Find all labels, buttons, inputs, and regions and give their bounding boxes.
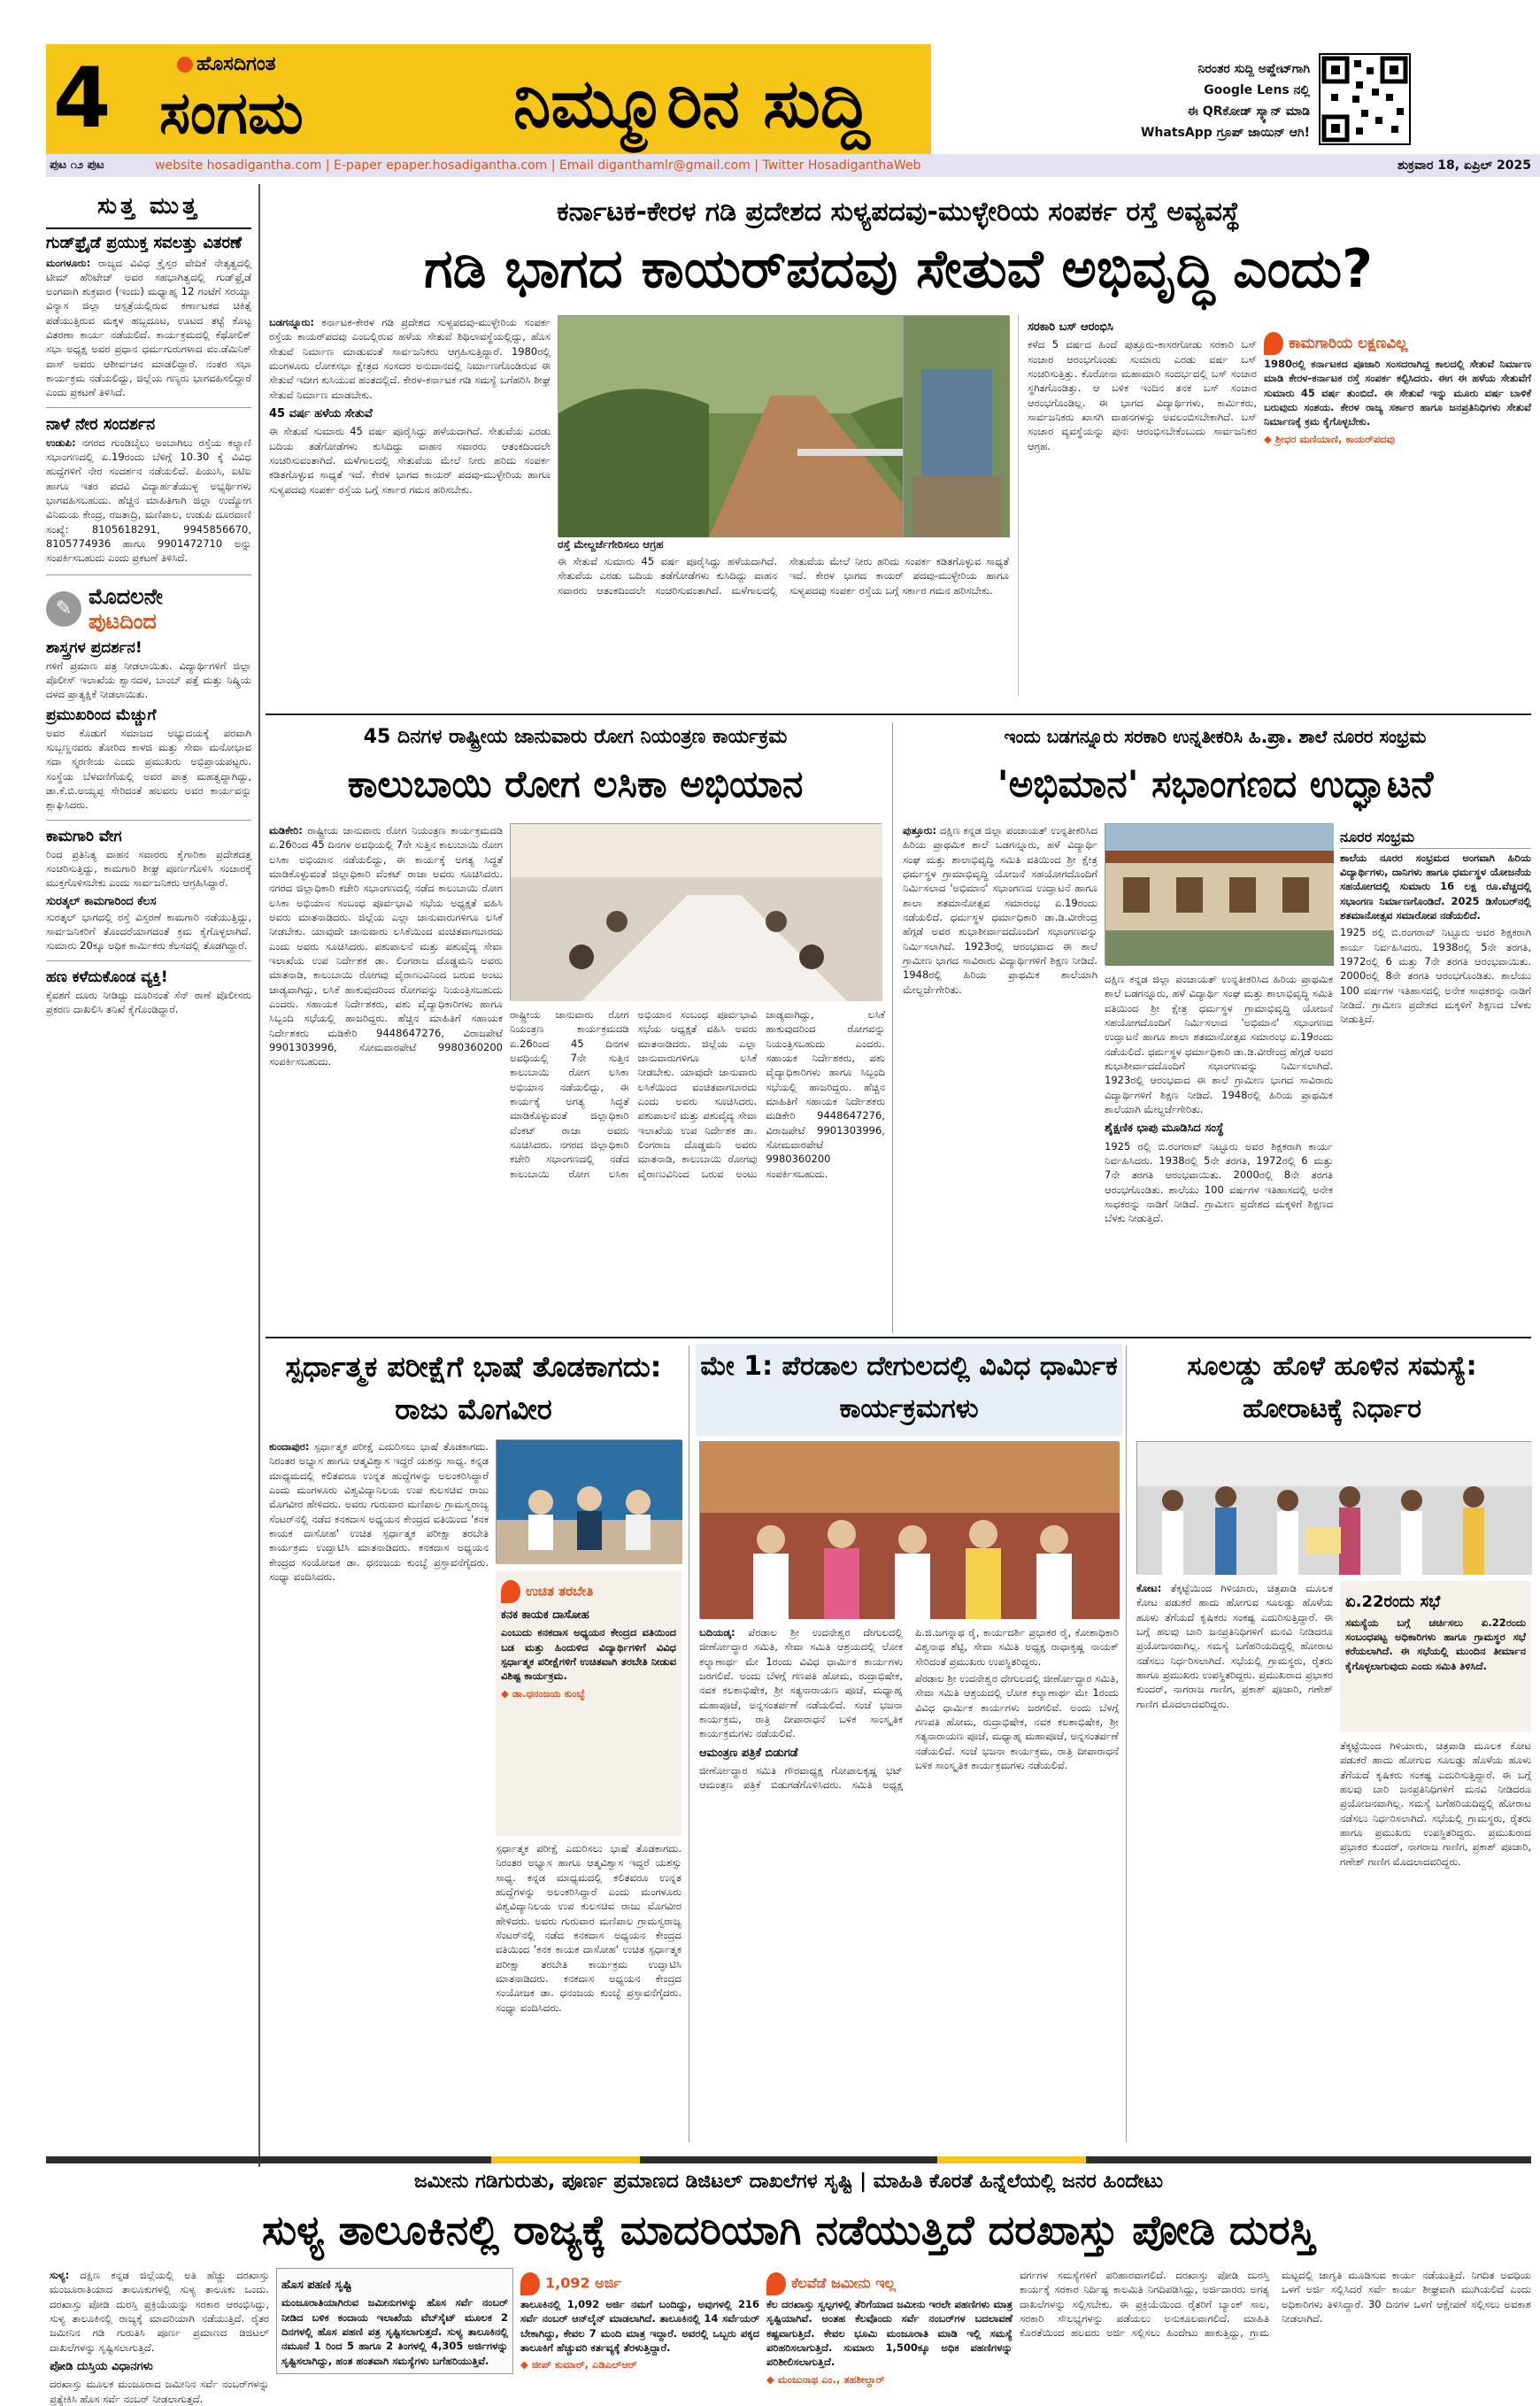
school-hall-photo: [1105, 823, 1333, 965]
sidebar-story-body: ರಿಂದ ಪ್ರತಿನಿತ್ಯ ವಾಹನ ಸವಾರರು ಕೈಗಾರಿಕಾ ಪ್ರದೇಶದತ್ತ ಸಂಚರಿಸುತ್ತಿದ್ದು, ಕಾಮಗಾರಿ ಶೀಘ್ರ ಪೂರ್ಣಗೊಳಿಸಿ ಸಂಚಾರಕ್ಕೆ ಮುಕ್ತಗೊಳಿಸಬೇಕು ಎಂದು ಸಾರ್ವಜನಿಕರು ಆಗ್ರಹಿಸಿದ್ದಾರೆ.: [46, 847, 251, 890]
sidebar-story-body: ಸುರತ್ಕಲ್ ಭಾಗದಲ್ಲಿ ರಸ್ತೆ ವಿಸ್ತರಣೆ ಕಾಮಗಾರಿ ನಡೆಯುತ್ತಿದ್ದು, ಸಾರ್ವಜನಿಕರಿಗೆ ತೊಂದರೆಯಾಗದಂತೆ ಕ್ರಮ ಕೈಗೊಳ್ಳಲಾಗಿದೆ. ಸುಮಾರು 20ಕ್ಕೂ ಅಧಿಕ ಕಾರ್ಮಿಕರು ಕೆಲಸದಲ್ಲಿ ತೊಡಗಿದ್ದಾರೆ.: [46, 910, 251, 952]
exam-headline: ಸ್ಪರ್ಧಾತ್ಮಕ ಪರೀಕ್ಷೆಗೆ ಭಾಷೆ ತೊಡಕಾಗದು: ರಾಜು ಮೊಗವೀರ: [285, 1350, 662, 1426]
vaccine-meeting-photo: [510, 823, 882, 1000]
water-body-continued: ತೆಕ್ಕಟ್ಟೆಯಿಂದ ಗಿಳಿಯಾರು, ಚಿತ್ರಪಾಡಿ ಮೂಲಕ ಕೋಟ ಪಡುಕರೆ ಹಾದು ಹೋಗುವ ಸೂಲಡ್ಡು ಹೊಳೆಯ ಹೂಳು ತೆಗೆಯದೆ ಕೃಷಿಕರು ಸಂಕಷ್ಟ ಎದುರಿಸುತ್ತಿದ್ದಾರೆ. ಈ ಬಗ್ಗೆ ಹಲವು ಬಾರಿ ಜನಪ್ರತಿನಿಧಿಗಳಿಗೆ ಮನವಿ ನೀಡಿದರೂ ಪ್ರಯೋಜನವಾಗಿಲ್ಲ. ಸಮಸ್ಯೆ ಬಗೆಹರಿಯದಿದ್ದಲ್ಲಿ ಹೋರಾಟ ನಡೆಸಲು ನಿರ್ಧರಿಸಲಾಗಿದೆ. ಸಭೆಯಲ್ಲಿ ಗ್ರಾಮಸ್ಥರು, ರೈತರು ಹಾಗೂ ಪ್ರಮುಖರು ಉಪಸ್ಥಿತರಿದ್ದರು. ಪ್ರಮುಖರಾದ ಪ್ರಭಾಕರ ಕುಂದರ್, ನಾಗರಾಜ ಗಾಣಿಗ, ಪ್ರಕಾಶ್ ಪೂಜಾರಿ, ಗಣೇಶ್ ಗಾಣಿಗ ಮೊದಲಾದವರಿದ್ದರು.: [1340, 1739, 1531, 1868]
applications-title: 1,092 ಅರ್ಜಿ: [520, 2272, 759, 2295]
water-headline: ಸೂಲಡ್ಡು ಹೊಳೆ ಹೂಳಿನ ಸಮಸ್ಯೆ: ಹೋರಾಟಕ್ಕೆ ನಿರ್ಧಾರ: [1187, 1351, 1477, 1424]
temple-headline: ಮೇ 1: ಪೆರಡಾಲ ದೇಗುಲದಲ್ಲಿ ವಿವಿಧ ಧಾರ್ಮಿಕ ಕಾರ್ಯಕ್ರಮಗಳು: [700, 1351, 1118, 1424]
vaccine-headline: ಕಾಲುಬಾಯಿ ರೋಗ ಲಸಿಕಾ ಅಭಿಯಾನ: [347, 762, 804, 806]
brand-logo-dot: [177, 57, 193, 73]
vertical-divider: [892, 722, 893, 1333]
no-land-byline: ಮಂಜುನಾಥ ಎಂ., ತಹಶೀಲ್ದಾರ್: [777, 2372, 885, 2386]
first-page-banner: [46, 584, 251, 634]
exam-body-continued: ಸ್ಪರ್ಧಾತ್ಮಕ ಪರೀಕ್ಷೆ ಎದುರಿಸಲು ಭಾಷೆ ತೊಡಕಾಗದು. ನಿರಂತರ ಅಭ್ಯಾಸ ಹಾಗೂ ಆತ್ಮವಿಶ್ವಾಸ ಇದ್ದರೆ ಯಶಸ್ಸು ಸಾಧ್ಯ. ಕನ್ನಡ ಮಾಧ್ಯಮದಲ್ಲಿ ಕಲಿತವರೂ ಉನ್ನತ ಹುದ್ದೆಗಳನ್ನು ಅಲಂಕರಿಸಿದ್ದಾರೆ ಎಂದು ಮಂಗಳೂರು ವಿಶ್ವವಿದ್ಯಾನಿಲಯ ಉಪ ಕುಲಸಚಿವ ರಾಜು ಮೊಗವೀರ ಹೇಳಿದರು. ಅವರು ಗುರುವಾರ ಮಣಿಪಾಲ ಗ್ರಾಮಸ್ವರಾಜ್ಯ ಸೆಂಟರ್‌ನಲ್ಲಿ ನಡೆದ ಕನಕದಾಸ ಅಧ್ಯಯನ ಕೇಂದ್ರದ ವತಿಯಿಂದ 'ಕನಕ ಕಾಯಕ ದಾಸೋಹ' ಉಚಿತ ಸ್ಪರ್ಧಾತ್ಮಕ ಪರೀಕ್ಷಾ ತರಬೇತಿ ಕಾರ್ಯಕ್ರಮ ಉದ್ಘಾಟಿಸಿ ಮಾತನಾಡಿದರು. ಕನಕದಾಸ ಅಧ್ಯಯನ ಕೇಂದ್ರದ ಸಂಯೋಜಕ ಡಾ. ಧನಂಜಯ ಕುಂಬ್ಳೆ ಪ್ರಸ್ತಾವನೆಗೈದರು. ಸಂಧ್ಯಾ ವಂದಿಸಿದರು.: [496, 1842, 681, 2014]
hall-subhead: ಶೈಕ್ಷಣಿಕ ಛಾಪು ಮೂಡಿಸಿದ ಸಂಸ್ಥೆ: [1105, 1122, 1224, 1136]
vaccine-body-intro: ಮಡಿಕೇರಿ: ರಾಷ್ಟ್ರೀಯ ಜಾನುವಾರು ರೋಗ ನಿಯಂತ್ರಣ ಕಾರ್ಯಕ್ರಮದಡಿ ಏ.26ರಿಂದ 45 ದಿನಗಳ ಅವಧಿಯಲ್ಲಿ 7ನೇ ಸುತ್ತಿನ ಕಾಲುಬಾಯಿ ರೋಗ ಲಸಿಕಾ ಅಭಿಯಾನ ನಡೆಯಲಿದ್ದು, ಈ ಕಾರ್ಯಕ್ಕೆ ಅಗತ್ಯ ಸಿದ್ಧತೆ ಮಾಡಿಕೊಳ್ಳುವಂತೆ ಜಿಲ್ಲಾಧಿಕಾರಿ ವೆಂಕಟ್ ರಾಜಾ ಅವರು ಸೂಚಿಸಿದರು. ನಗರದ ಜಿಲ್ಲಾಧಿಕಾರಿ ಕಚೇರಿ ಸಭಾಂಗಣದಲ್ಲಿ ನಡೆದ ಕಾಲುಬಾಯಿ ರೋಗ ಲಸಿಕಾ ಅಭಿಯಾನ ಸಂಬಂಧ ಪೂರ್ವಭಾವಿ ಸಭೆಯ ಅಧ್ಯಕ್ಷತೆ ವಹಿಸಿ ಅವರು ಮಾತನಾಡಿದರು. ಜಿಲ್ಲೆಯ ಎಲ್ಲಾ ಜಾನುವಾರುಗಳಿಗೂ ಲಸಿಕೆ ನೀಡಬೇಕು. ಯಾವುದೇ ಜಾನುವಾರು ಲಸಿಕೆಯಿಂದ ವಂಚಿತವಾಗಬಾರದು ಎಂದು ಅವರು ಸೂಚಿಸಿದರು. ಪಶುಪಾಲನೆ ಮತ್ತು ಪಶುವೈದ್ಯ ಸೇವಾ ಇಲಾಖೆಯ ಉಪ ನಿರ್ದೇಶಕ ಡಾ. ಲಿಂಗರಾಜ ದೊಡ್ಡಮನಿ ಅವರು ಮಾತನಾಡಿ, ಕಾಲುಬಾಯಿ ರೋಗವು ವೈರಾಣುವಿನಿಂದ ಬರುವ ಅಂಟು ಜಾಡ್ಯವಾಗಿದ್ದು, ಲಸಿಕೆ ಹಾಕುವುದರಿಂದ ರೋಗವನ್ನು ನಿಯಂತ್ರಿಸಬಹುದು ಎಂದರು. ಸಹಾಯಕ ನಿರ್ದೇಶಕರು, ಪಶು ವೈದ್ಯಾಧಿಕಾರಿಗಳು ಹಾಗೂ ಸಿಬ್ಬಂದಿ ಸಭೆಯಲ್ಲಿ ಹಾಜರಿದ್ದರು. ಹೆಚ್ಚಿನ ಮಾಹಿತಿಗೆ ಸಹಾಯಕ ನಿರ್ದೇಶಕರು ಮಡಿಕೇರಿ 9448647276, ವಿರಾಜಪೇಟೆ 9901303996, ಸೋಮವಾರಪೇಟೆ 9980360200 ಸಂಪರ್ಕಿಸಬಹುದು.: [269, 824, 504, 1068]
no-land-box: ಕೆಲವೆಡೆ ಜಮೀನು ಇಲ್ಲ ಕೆಲ ದರಖಾಸ್ತು ಸ್ವಲ್ಪಗಳಲ್ಲಿ ತೆರಿಗೆಯಾದ ಜಮೀನು ಇರಲೇ ಪಹಣಿಗಳು ಮಾತ್ರ ಸೃಷ್ಟಿಯಾಗಿವೆ. ಅಂತಹ ಕೆಲವೊಂದು ಸರ್ವೆ ನಂಬರ್‌ಗಳ ಬದಲಾವಣೆ ಕಷ್ಟವಾಗುತ್ತಿದೆ. ಕೇವಲ ಭೂಮಿ ಮಂಜೂರಾತಿ ಮಾಡಿ ಇಲ್ಲಿ ಸಮಸ್ಯೆ ಪರಿಹರಿಸಲಾಗುತ್ತಿದೆ. ಸುಮಾರು 1,500ಕ್ಕೂ ಅಧಿಕ ಪಹಣಿಗಳನ್ನು ಪರಿಶೀಲಿಸಲಾಗುತ್ತಿದೆ. ◆ ಮಂಜುನಾಥ ಎಂ., ತಹಶೀಲ್ದಾರ್: [766, 2268, 1013, 2374]
lead-headline: ಗಡಿ ಭಾಗದ ಕಾಯರ್‌ಪದವು ಸೇತುವೆ ಅಭಿವೃದ್ಧಿ ಎಂದು?: [424, 238, 1373, 300]
promo-line: ಈ QRಕೋಡ್ ಸ್ಕ್ಯಾನ್ ಮಾಡಿ: [1187, 104, 1310, 119]
twitter-link[interactable]: Twitter HosadiganthaWeb: [762, 158, 921, 173]
drop-icon: [1264, 332, 1283, 355]
sidebar-story-title: ಪ್ರಮುಖರಿಂದ ಮೆಚ್ಚುಗೆ: [46, 706, 157, 724]
bottom-subhead: ಪೋಡಿ ದುಸ್ತಿಯ ವಿಧಾನಗಳು: [50, 2359, 153, 2373]
lead-sidebar-byline: ◆ ಶ್ರೀಧರ ಮಣಿಯಾಣಿ, ಕಾಯರ್‌ಪದವು: [1264, 432, 1395, 445]
sidebar-story-body: ಮಂಗಳೂರು: ರಾಜ್ಯದ ವಿವಿಧ ಕ್ರೈಸ್ತರ ವೇದಿಕೆ ನೇತೃತ್ವದಲ್ಲಿ ಟೀಮ್ ಹೆರಿಟೇಜ್ ಅವರ ಸಹಭಾಗಿತ್ವದಲ್ಲಿ ಗುಡ್‌ಫ್ರೈಡೆ ಅಂಗವಾಗಿ ಶುಕ್ರವಾರ (ಇಂದು) ಮಧ್ಯಾಹ್ನ 12 ಗಂಟೆಗೆ ಸರಯ್ಯಾ ವಿನ್ಯಾಸ ಜಿಲ್ಲಾ ಆಸ್ಪತ್ರೆಯಲ್ಲಿರುವ ಕರ್ಣಾಟಕದ ಚಿಕಿತ್ಸೆ ಪಡೆಯುತ್ತಿರುವ ಮಕ್ಕಳ ಹಬ್ಬದೂಟ, ಊಟದ ತಟ್ಟೆ ಕೊಟ್ಟ ವಿತರಣಾ ಕಾರ್ಯ ನಡೆಯಲಿದೆ. ಕಾರ್ಯಕ್ರಮದಲ್ಲಿ ಕೆಥೋಲಿಕ್ ಸಭಾ ಅಧ್ಯಕ್ಷ ಅವರ ಪ್ರಧಾನ ಧರ್ಮಗುರುಗಳಾದ ವಂ.ಡೆಮಿನಿಕ್ ವಾಸ್ ಅವರು ಆಶೀರ್ವಚನ ಮಾಡಲಿದ್ದಾರೆ. ನಂತರ ಸಭಾ ಕಾರ್ಯಕ್ರಮ ನಡೆಯಲಿದ್ದು, ಜಿಲ್ಲೆಯ ಗಣ್ಯರು ಭಾಗವಹಿಸಲಿದ್ದಾರೆ ಎಂದು ಪ್ರಕಟಣೆ ತಿಳಿಸಿದೆ.: [46, 256, 251, 399]
masthead-title: ನಿಮ್ಮೂರಿನ ಸುದ್ದಿ: [513, 64, 870, 143]
exam-box-byline: ಡಾ.ಧನಂಜಯ ಕುಂಬ್ಳೆ: [512, 1686, 585, 1700]
sidebar-story-body: ಅವರ ಕೊಡುಗೆ ಸಮಾಜದ ಅಭ್ಯುದಯಕ್ಕೆ ಪರವಾಗಿ ಸುಬ್ಬಣ್ಣನವರು ತೋರಿದ ಕಾಳಜಿ ಮತ್ತು ಸೇವಾ ಮನೋಭಾವ ಸದಾ ಸ್ಮರಣೀಯ ಎಂದು ಪ್ರಮುಖರು ಅಭಿಪ್ರಾಯಪಟ್ಟರು. ಸಂಸ್ಥೆಯ ಬೆಳವಣಿಗೆಯಲ್ಲಿ ಅವರ ಪಾತ್ರ ಮಹತ್ವದ್ದಾಗಿದ್ದು, ಡಾ.ಕೆ.ಬಿ.ಅಯ್ಯಪ್ಪ ಸೇರಿದಂತೆ ಹಲವರು ಅವರ ಕಾರ್ಯವನ್ನು ಶ್ಲಾಘಿಸಿದರು.: [46, 726, 251, 812]
sidebar-section-title: ಸುತ್ತ ಮುತ್ತ: [46, 184, 251, 229]
sidebar-story-body: ಉಡುಪಿ: ನಗರದ ಗುಂಡಿಬೈಲು ಅಂಬಾಗಿಲು ರಸ್ತೆಯ ಕಲ್ಯಾಣಿ ಸಭಾಂಗಣದಲ್ಲಿ ಏ.19ರಂದು ಬೆಳಿಗ್ಗೆ 10.30 ಕ್ಕೆ ವಿವಿಧ ಹುದ್ದೆಗಳಿಗೆ ನೇರ ಸಂದರ್ಶನ ನಡೆಯಲಿದೆ. ಪಿಯುಸಿ, ಐಟಿಐ ಹಾಗೂ ಇತರ ಪದವಿ ವಿದ್ಯಾರ್ಹತೆಯುಳ್ಳ ಅಭ್ಯರ್ಥಿಗಳು ಭಾಗವಹಿಸಬಹುದು. ಹೆಚ್ಚಿನ ಮಾಹಿತಿಗಾಗಿ ಜಿಲ್ಲಾ ಉದ್ಯೋಗ ವಿನಿಮಯ ಕೇಂದ್ರ, ರಜತಾದ್ರಿ, ಮಣಿಪಾಲ, ಉಡುಪಿ ದೂರವಾಣಿ ಸಂಖ್ಯೆ: 8105618291, 9945856670, 8105774936 ಹಾಗೂ 9901472710 ಅನ್ನು ಸಂಪರ್ಕಿಸಬಹುದು ಎಂದು ಪ್ರಕಟಣೆ ತಿಳಿಸಿದೆ.: [46, 436, 251, 565]
website-link[interactable]: website hosadigantha.com: [155, 158, 322, 173]
lead-sidebar-title: ಕಾಮಗಾರಿಯ ಲಕ್ಷಣವಿಲ್ಲ: [1264, 332, 1531, 355]
section-divider: [266, 713, 1531, 715]
sidebar: [46, 184, 251, 2158]
hall-body-continued: ದಕ್ಷಿಣ ಕನ್ನಡ ಜಿಲ್ಲಾ ಪಂಚಾಯತ್ ಉನ್ನತೀಕರಿಸಿದ ಹಿರಿಯ ಪ್ರಾಥಮಿಕ ಶಾಲೆ ಬಡಗನ್ನೂರು, ಹಳೆ ವಿದ್ಯಾರ್ಥಿ ಸಂಘ ಮತ್ತು ಶಾಲಾಭಿವೃದ್ಧಿ ಸಮಿತಿ ವತಿಯಿಂದ ಶ್ರೀ ಕ್ಷೇತ್ರ ಧರ್ಮಸ್ಥಳ ಗ್ರಾಮಾಭಿವೃದ್ಧಿ ಯೋಜನೆ ಸಹಯೋಗದೊಂದಿಗೆ ನಿರ್ಮಿಸಲಾದ 'ಅಭಿಮಾನ' ಸಭಾಂಗಣದ ಉದ್ಘಾಟನೆ ಹಾಗೂ ಶಾಲಾ ಶತಮಾನೋತ್ಸವ ಸಮಾರಂಭ ಏ.19ರಂದು ನಡೆಯಲಿದೆ. ಧರ್ಮಸ್ಥಳ ಧರ್ಮಾಧಿಕಾರಿ ಡಾ.ಡಿ.ವೀರೇಂದ್ರ ಹೆಗ್ಗಡೆ ಅವರ ಶುಭಾಶೀರ್ವಾದದೊಂದಿಗೆ ಸಭಾಂಗಣವನ್ನು ನಿರ್ಮಿಸಲಾಗಿದೆ. 1923ರಲ್ಲಿ ಆರಂಭವಾದ ಈ ಶಾಲೆ ಗ್ರಾಮೀಣ ಭಾಗದ ಸಾವಿರಾರು ವಿದ್ಯಾರ್ಥಿಗಳಿಗೆ ಶಿಕ್ಷಣ ನೀಡಿದೆ. 1948ರಲ್ಲಿ ಹಿರಿಯ ಪ್ರಾಥಮಿಕ ಶಾಲೆಯಾಗಿ ಮೇಲ್ದರ್ಜೆಗೇರಿತು. ಶೈಕ್ಷಣಿಕ ಛಾಪು ಮೂಡಿಸಿದ ಸಂಸ್ಥೆ 1925 ರಲ್ಲಿ ಬಿ.ರಂಗರಾವ್ ನಿಟ್ಟೂರು ಅವರ ಶಿಕ್ಷಕರಾಗಿ ಕಾರ್ಯ ನಿರ್ವಹಿಸಿದರು. 1938ರಲ್ಲಿ 5ನೇ ತರಗತಿ, 1972ರಲ್ಲಿ 6 ಮತ್ತು 7ನೇ ತರಗತಿ ಆರಂಭವಾಯಿತು. 2000ರಲ್ಲಿ 8ನೇ ತರಗತಿ ಆರಂಭಗೊಂಡಿತು. ಶಾಲೆಯು 100 ವರ್ಷಗಳ ಇತಿಹಾಸದಲ್ಲಿ ಅನೇಕ ಸಾಧಕರನ್ನು ನಾಡಿಗೆ ನೀಡಿದೆ. ಗ್ರಾಮೀಣ ಪ್ರದೇಶದ ಮಕ್ಕಳಿಗೆ ಶಿಕ್ಷಣದ ಬೆಳಕು ನೀಡುತ್ತಿದೆ.: [1105, 973, 1333, 1225]
new-pahani-title: ಹೊಸ ಪಹಣಿ ಸೃಷ್ಟಿ: [281, 2279, 352, 2292]
temple-body: ಬದಿಯಡ್ಕ: ಪೆರಡಾಲ ಶ್ರೀ ಉದನೇಶ್ವರ ದೇಗುಲದಲ್ಲಿ ಜೀರ್ಣೋದ್ಧಾರ ಸಮಿತಿ, ಸೇವಾ ಸಮಿತಿ ಆಶ್ರಯದಲ್ಲಿ ಲೋಕ ಕಲ್ಯಾಣಾರ್ಥ ಮೇ 1ರಂದು ವಿವಿಧ ಧಾರ್ಮಿಕ ಕಾರ್ಯಗಳು ಜರಗಲಿವೆ. ಅಂದು ಬೆಳಗ್ಗೆ ಗಣಪತಿ ಹೋಮ, ರುದ್ರಾಭಿಷೇಕ, ನವಕ ಕಲಶಾಭಿಷೇಕ, ಶ್ರೀ ಸತ್ಯನಾರಾಯಣ ಪೂಜೆ, ಮಧ್ಯಾಹ್ನ ಮಹಾಪೂಜೆ, ಅನ್ನಸಂತರ್ಪಣೆ ನಡೆಯಲಿದೆ. ಸಂಜೆ ಭಜನಾ ಕಾರ್ಯಕ್ರಮ, ರಾತ್ರಿ ದೀಪಾರಾಧನೆ ಬಳಿಕ ಸಾಂಸ್ಕೃತಿಕ ಕಾರ್ಯಕ್ರಮಗಳು ನಡೆಯಲಿವೆ. ಆಮಂತ್ರಣ ಪತ್ರಿಕೆ ಬಿಡುಗಡೆ ಜೀರ್ಣೋದ್ಧಾರ ಸಮಿತಿ ಗೌರವಾಧ್ಯಕ್ಷ ಗೋಪಾಲಕೃಷ್ಣ ಭಟ್ ಆಮಂತ್ರಣ ಪತ್ರಿಕೆ ಬಿಡುಗಡೆಗೊಳಿಸಿದರು. ಸಮಿತಿ ಅಧ್ಯಕ್ಷ ಪಿ.ಜಿ.ಜಗನ್ನಾಥ ರೈ, ಕಾರ್ಯದರ್ಶಿ ಪ್ರಭಾಕರ ರೈ, ಕೋಶಾಧಿಕಾರಿ ವಿಶ್ವನಾಥ ಶೆಟ್ಟಿ, ಸೇವಾ ಸಮಿತಿ ಅಧ್ಯಕ್ಷ ರಾಧಾಕೃಷ್ಣ ನಾಯಕ್ ಸೇರಿದಂತೆ ಪ್ರಮುಖರು ಉಪಸ್ಥಿತರಿದ್ದರು. ಪೆರಡಾಲ ಶ್ರೀ ಉದನೇಶ್ವರ ದೇಗುಲದಲ್ಲಿ ಜೀರ್ಣೋದ್ಧಾರ ಸಮಿತಿ, ಸೇವಾ ಸಮಿತಿ ಆಶ್ರಯದಲ್ಲಿ ಲೋಕ ಕಲ್ಯಾಣಾರ್ಥ ಮೇ 1ರಂದು ವಿವಿಧ ಧಾರ್ಮಿಕ ಕಾರ್ಯಗಳು ಜರಗಲಿವೆ. ಅಂದು ಬೆಳಗ್ಗೆ ಗಣಪತಿ ಹೋಮ, ರುದ್ರಾಭಿಷೇಕ, ನವಕ ಕಲಶಾಭಿಷೇಕ, ಶ್ರೀ ಸತ್ಯನಾರಾಯಣ ಪೂಜೆ, ಮಧ್ಯಾಹ್ನ ಮಹಾಪೂಜೆ, ಅನ್ನಸಂತರ್ಪಣೆ ನಡೆಯಲಿದೆ. ಸಂಜೆ ಭಜನಾ ಕಾರ್ಯಕ್ರಮ, ರಾತ್ರಿ ದೀಪಾರಾಧನೆ ಬಳಿಕ ಸಾಂಸ್ಕೃತಿಕ ಕಾರ್ಯಕ್ರಮಗಳು ನಡೆಯಲಿವೆ.: [699, 1626, 1119, 1792]
sidebar-story-title: ಗುಡ್‌ಫ್ರೈಡೆ ಪ್ರಯುಕ್ತ ಸವಲತ್ತು ವಿತರಣೆ: [46, 234, 243, 252]
vaccine-kicker: 45 ದಿನಗಳ ರಾಷ್ಟ್ರೀಯ ಜಾನುವಾರು ರೋಗ ನಿಯಂತ್ರಣ ಕಾರ್ಯಕ್ರಮ: [363, 726, 788, 748]
bottom-kicker: ಜಮೀನು ಗಡಿಗುರುತು, ಪೂರ್ಣ ಪ್ರಮಾಣದ ಡಿಜಿಟಲ್ ದಾಖಲೆಗಳ ಸೃಷ್ಟಿ | ಮಾಹಿತಿ ಕೊರತೆ ಹಿನ್ನೆಲೆಯಲ್ಲಿ ಜನರ ಹಿಂದೇಟು: [413, 2171, 1164, 2193]
applications-byline: ಜೀಪ್ ಕುಮಾರ್, ಎಡಿಎಲ್‌ಆರ್: [531, 2358, 637, 2371]
water-box-title: ಏ.22ರಂದು ಸಭೆ: [1345, 1592, 1441, 1611]
sidebar-story-subtitle: ಸುರತ್ಕಲ್ ಕಾಮಗಾರಿಂದ ಕೆಲಸ: [46, 894, 157, 908]
epaper-link[interactable]: E-paper epaper.hosadigantha.com: [334, 158, 548, 173]
exam-event-photo: [496, 1439, 681, 1563]
promo-line: ನಿರಂತರ ಸುದ್ದಿ ಅಪ್ಡೇಟ್‌ಗಾಗಿ: [1197, 62, 1310, 76]
pages-label: ಪುಟ ೧೨ ಪುಟ: [50, 158, 104, 172]
hall-body: ಪುತ್ತೂರು: ದಕ್ಷಿಣ ಕನ್ನಡ ಜಿಲ್ಲಾ ಪಂಚಾಯತ್ ಉನ್ನತೀಕರಿಸಿದ ಹಿರಿಯ ಪ್ರಾಥಮಿಕ ಶಾಲೆ ಬಡಗನ್ನೂರು, ಹಳೆ ವಿದ್ಯಾರ್ಥಿ ಸಂಘ ಮತ್ತು ಶಾಲಾಭಿವೃದ್ಧಿ ಸಮಿತಿ ವತಿಯಿಂದ ಶ್ರೀ ಕ್ಷೇತ್ರ ಧರ್ಮಸ್ಥಳ ಗ್ರಾಮಾಭಿವೃದ್ಧಿ ಯೋಜನೆ ಸಹಯೋಗದೊಂದಿಗೆ ನಿರ್ಮಿಸಲಾದ 'ಅಭಿಮಾನ' ಸಭಾಂಗಣದ ಉದ್ಘಾಟನೆ ಹಾಗೂ ಶಾಲಾ ಶತಮಾನೋತ್ಸವ ಸಮಾರಂಭ ಏ.19ರಂದು ನಡೆಯಲಿದೆ. ಧರ್ಮಸ್ಥಳ ಧರ್ಮಾಧಿಕಾರಿ ಡಾ.ಡಿ.ವೀರೇಂದ್ರ ಹೆಗ್ಗಡೆ ಅವರ ಶುಭಾಶೀರ್ವಾದದೊಂದಿಗೆ ಸಭಾಂಗಣವನ್ನು ನಿರ್ಮಿಸಲಾಗಿದೆ. 1923ರಲ್ಲಿ ಆರಂಭವಾದ ಈ ಶಾಲೆ ಗ್ರಾಮೀಣ ಭಾಗದ ಸಾವಿರಾರು ವಿದ್ಯಾರ್ಥಿಗಳಿಗೆ ಶಿಕ್ಷಣ ನೀಡಿದೆ. 1948ರಲ್ಲಿ ಹಿರಿಯ ಪ್ರಾಥಮಿಕ ಶಾಲೆಯಾಗಿ ಮೇಲ್ದರ್ಜೆಗೇರಿತು.: [903, 824, 1098, 996]
temple-subhead: ಆಮಂತ್ರಣ ಪತ್ರಿಕೆ ಬಿಡುಗಡೆ: [699, 1746, 798, 1760]
email-link[interactable]: Email diganthamlr@gmail.com: [558, 158, 751, 173]
temple-event-photo: [699, 1441, 1119, 1618]
applications-box: 1,092 ಅರ್ಜಿ ತಾಲೂಕಿನಲ್ಲಿ 1,092 ಅರ್ಜಿ ನಮಗೆ ಬಂದಿದ್ದು, ಅವುಗಳಲ್ಲಿ 216 ಸರ್ವೆ ನಂಬರ್ ಆನ್‌ಲೈನ್ ಮಾಡಲಾಗಿದೆ. ತಾಲೂಕಿನಲ್ಲಿ 14 ಸರ್ವೆಯರ್ ಬೇಕಾಗಿದ್ದು, ಕೇವಲ 7 ಮಂದಿ ಮಾತ್ರ ಇದ್ದಾರೆ. ಅವರಲ್ಲಿ ಒಬ್ಬರು ಪಕ್ಕದ ತಾಲೂಕಿಗೆ ಹೆಚ್ಚುವರಿ ಕರ್ತವ್ಯಕ್ಕೆ ತೆರಳುತ್ತಿದ್ದಾರೆ. ◆ ಜೀಪ್ ಕುಮಾರ್, ಎಡಿಎಲ್‌ಆರ್: [520, 2268, 759, 2374]
sidebar-story-body: ಕೈವಶಗೆ ದೂರು ನೀಡಿದ್ದು ದೂರಿನಂತೆ ಸೆನ್ ಠಾಣೆ ಪೊಲೀಸರು ಪ್ರಕರಣ ದಾಖಲಿಸಿ ತನಿಖೆ ಕೈಗೊಂಡಿದ್ದಾರೆ.: [46, 988, 251, 1015]
vertical-divider: [1126, 1346, 1127, 2142]
drop-icon: [766, 2272, 786, 2295]
water-protest-photo: [1136, 1441, 1531, 1574]
bottom-headline: ಸುಳ್ಯ ತಾಲೂಕಿನಲ್ಲಿ ರಾಜ್ಯಕ್ಕೆ ಮಾದರಿಯಾಗಿ ನಡೆಯುತ್ತಿದೆ ದರಖಾಸ್ತು ಪೋಡಿ ದುರಸ್ತಿ: [262, 2206, 1315, 2254]
photo-caption: ರಸ್ತೆ ಮೇಲ್ದರ್ಜೆಗೇರಿಸಲು ಆಗ್ರಹ: [558, 538, 664, 551]
promo-line: WhatsApp ಗ್ರೂಪ್ ಜಾಯಿನ್ ಆಗಿ!: [1140, 126, 1310, 140]
vaccine-body-cols: ರಾಷ್ಟ್ರೀಯ ಜಾನುವಾರು ರೋಗ ನಿಯಂತ್ರಣ ಕಾರ್ಯಕ್ರಮದಡಿ ಏ.26ರಿಂದ 45 ದಿನಗಳ ಅವಧಿಯಲ್ಲಿ 7ನೇ ಸುತ್ತಿನ ಕಾಲುಬಾಯಿ ರೋಗ ಲಸಿಕಾ ಅಭಿಯಾನ ನಡೆಯಲಿದ್ದು, ಈ ಕಾರ್ಯಕ್ಕೆ ಅಗತ್ಯ ಸಿದ್ಧತೆ ಮಾಡಿಕೊಳ್ಳುವಂತೆ ಜಿಲ್ಲಾಧಿಕಾರಿ ವೆಂಕಟ್ ರಾಜಾ ಅವರು ಸೂಚಿಸಿದರು. ನಗರದ ಜಿಲ್ಲಾಧಿಕಾರಿ ಕಚೇರಿ ಸಭಾಂಗಣದಲ್ಲಿ ನಡೆದ ಕಾಲುಬಾಯಿ ರೋಗ ಲಸಿಕಾ ಅಭಿಯಾನ ಸಂಬಂಧ ಪೂರ್ವಭಾವಿ ಸಭೆಯ ಅಧ್ಯಕ್ಷತೆ ವಹಿಸಿ ಅವರು ಮಾತನಾಡಿದರು. ಜಿಲ್ಲೆಯ ಎಲ್ಲಾ ಜಾನುವಾರುಗಳಿಗೂ ಲಸಿಕೆ ನೀಡಬೇಕು. ಯಾವುದೇ ಜಾನುವಾರು ಲಸಿಕೆಯಿಂದ ವಂಚಿತವಾಗಬಾರದು ಎಂದು ಅವರು ಸೂಚಿಸಿದರು. ಪಶುಪಾಲನೆ ಮತ್ತು ಪಶುವೈದ್ಯ ಸೇವಾ ಇಲಾಖೆಯ ಉಪ ನಿರ್ದೇಶಕ ಡಾ. ಲಿಂಗರಾಜ ದೊಡ್ಡಮನಿ ಅವರು ಮಾತನಾಡಿ, ಕಾಲುಬಾಯಿ ರೋಗವು ವೈರಾಣುವಿನಿಂದ ಬರುವ ಅಂಟು ಜಾಡ್ಯವಾಗಿದ್ದು, ಲಸಿಕೆ ಹಾಕುವುದರಿಂದ ರೋಗವನ್ನು ನಿಯಂತ್ರಿಸಬಹುದು ಎಂದರು. ಸಹಾಯಕ ನಿರ್ದೇಶಕರು, ಪಶು ವೈದ್ಯಾಧಿಕಾರಿಗಳು ಹಾಗೂ ಸಿಬ್ಬಂದಿ ಸಭೆಯಲ್ಲಿ ಹಾಜರಿದ್ದರು. ಹೆಚ್ಚಿನ ಮಾಹಿತಿಗೆ ಸಹಾಯಕ ನಿರ್ದೇಶಕರು ಮಡಿಕೇರಿ 9448647276, ವಿರಾಜಪೇಟೆ 9901303996, ಸೋಮವಾರಪೇಟೆ 9980360200 ಸಂಪರ್ಕಿಸಬಹುದು.: [510, 1008, 885, 1180]
lead-kicker: ಕರ್ನಾಟಕ-ಕೇರಳ ಗಡಿ ಪ್ರದೇಶದ ಸುಳ್ಯಪದವು-ಮುಳ್ಳೇರಿಯ ಸಂಪರ್ಕ ರಸ್ತೆ ಅವ್ಯವಸ್ಥೆ: [557, 197, 1240, 227]
hall-kicker: ಇಂದು ಬಡಗನ್ನೂರು ಸರಕಾರಿ ಉನ್ನತೀಕರಿಸಿ ಹಿ.ಪ್ರಾ. ಶಾಲೆ ನೂರರ ಸಂಭ್ರಮ: [1004, 726, 1427, 747]
bus-story: ಸರಕಾರಿ ಬಸ್ ಆರಂಭಿಸಿ ಕಳೆದ 5 ವರ್ಷದ ಹಿಂದೆ ಪುತ್ತೂರು-ಕಾಸರಗೋಡು ಸರಕಾರಿ ಬಸ್ ಸಂಚಾರ ಆರಂಭಗೊಂಡು ಸುಮಾರು ಎರಡು ವರ್ಷ ಬಸ್ ಸಂಚರಿಸುತ್ತಿತ್ತು. ಕೊರೋನಾ ಮಹಾಮಾರಿ ಸಂದರ್ಭದಲ್ಲಿ ಬಸ್ ಸಂಚಾರ ಸ್ಥಗಿತಗೊಂಡಿತ್ತು. ಆ ಬಳಿಕ ಇಂದಿನ ತನಕ ಬಸ್ ಸಂಚಾರ ಆರಂಭಗೊಂಡಿಲ್ಲ. ಈ ಭಾಗದ ವಿದ್ಯಾರ್ಥಿಗಳು, ಕಾರ್ಮಿಕರು, ಸಾರ್ವಜನಿಕರು ಖಾಸಗಿ ವಾಹನಗಳನ್ನು ಅವಲಂಬಿಸಬೇಕಾಗಿದೆ. ಬಸ್ ಸಂಚಾರ ವ್ಯವಸ್ಥೆಯನ್ನು ಪುನಃ ಆರಂಭಿಸಬೇಕೆಂಬುದು ಸಾರ್ವಜನಿಕರ ಆಗ್ರಹ.: [1018, 315, 1257, 696]
brand-small: ಹೊಸದಿಗಂತ: [196, 53, 276, 75]
header: [0, 0, 1540, 177]
bus-subhead: ಸರಕಾರಿ ಬಸ್ ಆರಂಭಿಸಿ: [1028, 320, 1113, 334]
hall-headline: 'ಅಭಿಮಾನ' ಸಭಾಂಗಣದ ಉದ್ಘಾಟನೆ: [997, 762, 1434, 806]
exam-box-title: ಉಚಿತ ತರಬೇತಿ: [501, 1580, 676, 1603]
section-divider: [266, 1337, 1531, 1338]
sidebar-story-title: ಹಣ ಕಳೆದುಕೊಂಡ ವ್ಯಕ್ತಿ!: [46, 968, 168, 986]
page-number: 4: [53, 50, 112, 147]
sidebar-story-body: ಗಳಿಗೆ ಪ್ರಮಾಣ ಪತ್ರ ನೀಡಲಾಯಿತು. ವಿದ್ಯಾರ್ಥಿಗಳಿಗೆ ಜಿಲ್ಲಾ ಪೊಲೀಸ್ ಇಲಾಖೆಯ ಶ್ವಾನದಳ, ಬಾಂಬ್ ಪತ್ತೆ ಮತ್ತು ನಿಷ್ಕ್ರಿಯ ದಳದ ಪ್ರಾತ್ಯಕ್ಷಿಕೆ ನೀಡಲಾಯಿತು.: [46, 659, 251, 701]
first-page-sub: ಪುಟದಿಂದ: [89, 608, 157, 634]
lead-body: ಬಡಗನ್ನೂರು: ಕರ್ನಾಟಕ-ಕೇರಳ ಗಡಿ ಪ್ರದೇಶದ ಸುಳ್ಯಪದವು-ಮುಳ್ಳೇರಿಯ ಸಂಪರ್ಕ ರಸ್ತೆಯ ಕಾಯರ್‌ಪದವು ಎಂಬಲ್ಲಿರುವ ಹಳೆಯ ಸೇತುವೆ ಶಿಥಿಲಾವಸ್ಥೆಯಲ್ಲಿದ್ದು, ಹೊಸ ಸೇತುವೆ ನಿರ್ಮಾಣ ಮಾಡುವಂತೆ ಸಾರ್ವಜನಿಕರು ಆಗ್ರಹಿಸುತ್ತಿದ್ದಾರೆ. 1980ರಲ್ಲಿ ಮಂಗಳೂರು ಲೋಕಸಭಾ ಕ್ಷೇತ್ರದ ಸಂಸದರ ಅನುದಾನದಲ್ಲಿ ನಿರ್ಮಾಣಗೊಂಡಿರುವ ಈ ಸೇತುವೆ ಇದೀಗ ಕುಸಿಯುವ ಹಂತದಲ್ಲಿದೆ. ಕೇರಳ-ಕರ್ನಾಟಕ ಗಡಿ ಸಮಸ್ಯೆ ಬಗೆಹರಿಸಿ ಶೀಘ್ರ ಸೇತುವೆ ನಿರ್ಮಾಣ ಮಾಡಬೇಕು. 45 ವರ್ಷ ಹಳೆಯ ಸೇತುವೆ ಈ ಸೇತುವೆ ಸುಮಾರು 45 ವರ್ಷ ಪೂರೈಸಿದ್ದು ಹಳೆಯದಾಗಿದೆ. ಸೇತುವೆಯ ಎರಡು ಬದಿಯ ತಡೆಗೋಡೆಗಳು ಕುಸಿದಿದ್ದು ವಾಹನ ಸವಾರರು ಆತಂಕದಿಂದಲೇ ಸಂಚರಿಸುವಂತಾಗಿದೆ. ಮಳೆಗಾಲದಲ್ಲಿ ಸೇತುವೆಯ ಮೇಲೆ ನೀರು ಹರಿದು ಸಂಪರ್ಕ ಕಡಿತಗೊಳ್ಳುವ ಸಾಧ್ಯತೆ ಇದೆ. ಕೇರಳ ಭಾಗದ ಕಾಯರ್ ಪದವು-ಮುಳ್ಳೇರಿಯ ಹಾಗೂ ಸುಳ್ಯಪದವು ಸಂಪರ್ಕ ರಸ್ತೆಯ ಬಗ್ಗೆ ಸರ್ಕಾರ ಗಮನ ಹರಿಸಬೇಕು.: [269, 316, 551, 496]
water-body: ಕೋಟ: ತೆಕ್ಕಟ್ಟೆಯಿಂದ ಗಿಳಿಯಾರು, ಚಿತ್ರಪಾಡಿ ಮೂಲಕ ಕೋಟ ಪಡುಕರೆ ಹಾದು ಹೋಗುವ ಸೂಲಡ್ಡು ಹೊಳೆಯ ಹೂಳು ತೆಗೆಯದೆ ಕೃಷಿಕರು ಸಂಕಷ್ಟ ಎದುರಿಸುತ್ತಿದ್ದಾರೆ. ಈ ಬಗ್ಗೆ ಹಲವು ಬಾರಿ ಜನಪ್ರತಿನಿಧಿಗಳಿಗೆ ಮನವಿ ನೀಡಿದರೂ ಪ್ರಯೋಜನವಾಗಿಲ್ಲ. ಸಮಸ್ಯೆ ಬಗೆಹರಿಯದಿದ್ದಲ್ಲಿ ಹೋರಾಟ ನಡೆಸಲು ನಿರ್ಧರಿಸಲಾಗಿದೆ. ಸಭೆಯಲ್ಲಿ ಗ್ರಾಮಸ್ಥರು, ರೈತರು ಹಾಗೂ ಪ್ರಮುಖರು ಉಪಸ್ಥಿತರಿದ್ದರು. ಪ್ರಮುಖರಾದ ಪ್ರಭಾಕರ ಕುಂದರ್, ನಾಗರಾಜ ಗಾಣಿಗ, ಪ್ರಕಾಶ್ ಪೂಜಾರಿ, ಗಣೇಶ್ ಗಾಣಿಗ ಮೊದಲಾದವರಿದ್ದರು.: [1136, 1582, 1333, 1710]
old-bridge-photo: [903, 315, 1009, 536]
exam-body: ಕುಂದಾಪುರ: ಸ್ಪರ್ಧಾತ್ಮಕ ಪರೀಕ್ಷೆ ಎದುರಿಸಲು ಭಾಷೆ ತೊಡಕಾಗದು. ನಿರಂತರ ಅಭ್ಯಾಸ ಹಾಗೂ ಆತ್ಮವಿಶ್ವಾಸ ಇದ್ದರೆ ಯಶಸ್ಸು ಸಾಧ್ಯ. ಕನ್ನಡ ಮಾಧ್ಯಮದಲ್ಲಿ ಕಲಿತವರೂ ಉನ್ನತ ಹುದ್ದೆಗಳನ್ನು ಅಲಂಕರಿಸಿದ್ದಾರೆ ಎಂದು ಮಂಗಳೂರು ವಿಶ್ವವಿದ್ಯಾನಿಲಯ ಉಪ ಕುಲಸಚಿವ ರಾಜು ಮೊಗವೀರ ಹೇಳಿದರು. ಅವರು ಗುರುವಾರ ಮಣಿಪಾಲ ಗ್ರಾಮಸ್ವರಾಜ್ಯ ಸೆಂಟರ್‌ನಲ್ಲಿ ನಡೆದ ಕನಕದಾಸ ಅಧ್ಯಯನ ಕೇಂದ್ರದ ವತಿಯಿಂದ 'ಕನಕ ಕಾಯಕ ದಾಸೋಹ' ಉಚಿತ ಸ್ಪರ್ಧಾತ್ಮಕ ಪರೀಕ್ಷಾ ತರಬೇತಿ ಕಾರ್ಯಕ್ರಮ ಉದ್ಘಾಟಿಸಿ ಮಾತನಾಡಿದರು. ಕನಕದಾಸ ಅಧ್ಯಯನ ಕೇಂದ್ರದ ಸಂಯೋಜಕ ಡಾ. ಧನಂಜಯ ಕುಂಬ್ಳೆ ಪ್ರಸ್ತಾವನೆಗೈದರು. ಸಂಧ್ಯಾ ವಂದಿಸಿದರು.: [269, 1440, 489, 1583]
no-land-title: ಕೆಲವೆಡೆ ಜಮೀನು ಇಲ್ಲ: [766, 2272, 1013, 2295]
exam-free-training-box: ಉಚಿತ ತರಬೇತಿ ಕನಕ ಕಾಯಕ ದಾಸೋಹ ಎಂಬುದು ಕನಕದಾಸ ಅಧ್ಯಯನ ಕೇಂದ್ರದ ವತಿಯಿಂದ ಬಡ ಮತ್ತು ಹಿಂದುಳಿದ ವಿದ್ಯಾರ್ಥಿಗಳಿಗೆ ವಿವಿಧ ಸ್ಪರ್ಧಾತ್ಮಕ ಪರೀಕ್ಷೆಗಳಿಗೆ ಉಚಿತವಾಗಿ ತರಬೇತಿ ನೀಡುವ ವಿಶಿಷ್ಟ ಕಾರ್ಯಕ್ರಮ. ◆ ಡಾ.ಧನಂಜಯ ಕುಂಬ್ಳೆ: [496, 1570, 681, 1836]
drop-icon: [501, 1580, 520, 1603]
brand-big: ಸಂಗಮ: [159, 79, 304, 147]
qr-code-icon[interactable]: [1319, 53, 1411, 145]
sidebar-story-title: ಶಾಸ್ತ್ರಗಳ ಪ್ರದರ್ಶನ!: [46, 638, 142, 657]
sidebar-story-title: ಕಾಮಗಾರಿ ವೇಗ: [46, 827, 122, 845]
lead-body-continued: ಈ ಸೇತುವೆ ಸುಮಾರು 45 ವರ್ಷ ಪೂರೈಸಿದ್ದು ಹಳೆಯದಾಗಿದೆ. ಸೇತುವೆಯ ಎರಡು ಬದಿಯ ತಡೆಗೋಡೆಗಳು ಕುಸಿದಿದ್ದು ವಾಹನ ಸವಾರರು ಆತಂಕದಿಂದಲೇ ಸಂಚರಿಸುವಂತಾಗಿದೆ. ಮಳೆಗಾಲದಲ್ಲಿ ಸೇತುವೆಯ ಮೇಲೆ ನೀರು ಹರಿದು ಸಂಪರ್ಕ ಕಡಿತಗೊಳ್ಳುವ ಸಾಧ್ಯತೆ ಇದೆ. ಕೇರಳ ಭಾಗದ ಕಾಯರ್ ಪದವು-ಮುಳ್ಳೇರಿಯ ಹಾಗೂ ಸುಳ್ಯಪದವು ಸಂಪರ್ಕ ರಸ್ತೆಯ ಬಗ್ಗೆ ಸರ್ಕಾರ ಗಮನ ಹರಿಸಬೇಕು.: [558, 555, 1009, 597]
pencil-icon: ✎: [46, 591, 81, 627]
lead-subhead: 45 ವರ್ಷ ಹಳೆಯ ಸೇತುವೆ: [269, 406, 373, 420]
first-page-title: ಮೊದಲನೇ: [89, 583, 163, 609]
exam-box-sub: ಕನಕ ಕಾಯಕ ದಾಸೋಹ: [501, 1608, 589, 1622]
sidebar-divider: [258, 184, 260, 2167]
hall-sidebar-title: ನೂರರ ಸಂಭ್ರಮ: [1340, 828, 1531, 849]
lead-sidebar-box: ಕಾಮಗಾರಿಯ ಲಕ್ಷಣವಿಲ್ಲ 1980ರಲ್ಲಿ ಕರ್ನಾಟಕದ ಪೂಜಾರಿ ಸಂಸದರಾಗಿದ್ದ ಕಾಲದಲ್ಲಿ ಸೇತುವೆ ನಿರ್ಮಾಣ ಮಾಡಿ ಕೇರಳ-ಕರ್ನಾಟಕ ರಸ್ತೆ ಸಂಪರ್ಕ ಕಲ್ಪಿಸಿದರು. ಈಗ ಈ ಹಳೆಯ ಸೇತುವೆಗೆ ಸುಮಾರು 45 ವರ್ಷ ತುಂಬಿದೆ. ಈ ಸೇತುವೆ ಇನ್ನು ಮೂರು ವರ್ಷ ಬಾಳಿಕೆ ಬರುವುದು ಸಂಶಯ. ಕೇರಳ ರಾಜ್ಯ ಸರ್ಕಾರ ಹಾಗೂ ಜನಪ್ರತಿನಿಧಿಗಳು ಸೇತುವೆ ನಿರ್ಮಾಣಕ್ಕೆ ಕ್ರಮ ಕೈಗೊಳ್ಳಬೇಕು. ◆ ಶ್ರೀಧರ ಮಣಿಯಾಣಿ, ಕಾಯರ್‌ಪದವು: [1264, 328, 1531, 690]
water-meeting-box: ಏ.22ರಂದು ಸಭೆ ಸಮಸ್ಯೆಯ ಬಗ್ಗೆ ಚರ್ಚಿಸಲು ಏ.22ರಂದು ಸಂಬಂಧಪಟ್ಟ ಅಧಿಕಾರಿಗಳು ಹಾಗೂ ಗ್ರಾಮಸ್ಥರ ಸಭೆ ಕರೆಯಲಾಗಿದೆ. ಈ ಸಭೆಯಲ್ಲಿ ಮುಂದಿನ ತೀರ್ಮಾನ ಕೈಗೊಳ್ಳಲಾಗುವುದು ಎಂದು ಸಮಿತಿ ತಿಳಿಸಿದೆ.: [1340, 1581, 1531, 1731]
bottom-body: ಸುಳ್ಯ: ದಕ್ಷಿಣ ಕನ್ನಡ ಜಿಲ್ಲೆಯಲ್ಲಿ ಅತಿ ಹೆಚ್ಚು ದರಖಾಸ್ತು ಮಂಜೂರಾತಿಯಾದ ತಾಲೂಕುಗಳಲ್ಲಿ ಸುಳ್ಯ ತಾಲೂಕು ಒಂದು. ದರಖಾಸ್ತು ಪೋಡಿ ದುರಸ್ತಿ ಪ್ರಕ್ರಿಯೆಯನ್ನು ಸರಕಾರ ಆರಂಭಿಸಿದ್ದು, ಸುಳ್ಯ ತಾಲೂಕಿನಲ್ಲಿ ರಾಜ್ಯಕ್ಕೆ ಮಾದರಿಯಾಗಿ ನಡೆಯುತ್ತಿದೆ. ರೈತರ ಜಮೀನಿನ ಗಡಿ ಗುರುತಿಸಿ ಪೂರ್ಣ ಪ್ರಮಾಣದ ಡಿಜಿಟಲ್ ದಾಖಲೆಗಳನ್ನು ಸೃಷ್ಟಿಸಲಾಗುತ್ತಿದೆ. ಪೋಡಿ ದುಸ್ತಿಯ ವಿಧಾನಗಳು ದರಖಾಸ್ತು ಮೂಲಕ ಮಂಜೂರಾದ ಜಮೀನಿನ ಸರ್ವೆ ನಂಬರ್‌ಗಳನ್ನು ಪ್ರತ್ಯೇಕಿಸಿ ಹೊಸ ಸರ್ವೆ ನಂಬರ್ ನೀಡಲಾಗುತ್ತದೆ.: [50, 2269, 270, 2405]
drop-icon: [520, 2272, 540, 2295]
issue-date: ಶುಕ್ರವಾರ 18, ಏಪ್ರಿಲ್ 2025: [1398, 158, 1531, 173]
new-pahani-box: ಹೊಸ ಪಹಣಿ ಸೃಷ್ಟಿ ಮಂಜೂರಾತಿಯಾಗಿರುವ ಜಮೀನುಗಳನ್ನು ಹೊಸ ಸರ್ವೆ ನಂಬರ್ ನೀಡಿದ ಬಳಿಕ ಕಂದಾಯ ಇಲಾಖೆಯ ವೆಬ್‌ಸೈಟ್ ಮೂಲಕ 2 ದಿನಗಳಲ್ಲಿ ಹೊಸ ಪಹಣಿ ಪತ್ರ ಸೃಷ್ಟಿಸಲಾಗುತ್ತದೆ. ಸುಳ್ಯ ತಾಲೂಕಿನಲ್ಲಿ ನಮೂನೆ 1 ರಿಂದ 5 ಹಾಗೂ 2 ತಿಂಗಳಲ್ಲಿ 4,305 ಅರ್ಜಿಗಳನ್ನು ಸೃಷ್ಟಿಸಲಾಗಿದ್ದು, ಹಂತ ಹಂತವಾಗಿ ಸಮಸ್ಯೆಗಳು ಬಗೆಹರಿಯುತ್ತಿವೆ.: [276, 2268, 513, 2374]
sidebar-story-title: ನಾಳೆ ನೇರ ಸಂದರ್ಶನ: [46, 414, 156, 434]
promo-text: [1115, 58, 1310, 147]
bottom-body-right: ವರ್ಗಗಳ ಸಮಸ್ಯೆಗಳಿಗೆ ಪರಿಹಾರವಾಗಲಿದೆ. ದರಖಾಸ್ತು ಪೋಡಿ ದುರಸ್ತಿ ಕಾರ್ಯಕ್ಕೆ ಸರಕಾರ ನಿರ್ದಿಷ್ಟ ಕಾಲಮಿತಿ ನಿಗದಿಪಡಿಸಿದ್ದು, ಅರ್ಜಿದಾರರು ಅಗತ್ಯ ದಾಖಲೆಗಳನ್ನು ಸಲ್ಲಿಸಬೇಕು. ಈ ಪ್ರಕ್ರಿಯೆಯಿಂದ ರೈತರಿಗೆ ಬ್ಯಾಂಕ್ ಸಾಲ, ಸರಕಾರಿ ಸೌಲಭ್ಯಗಳನ್ನು ಪಡೆಯಲು ಅನುಕೂಲವಾಗಲಿದೆ. ಮಾಹಿತಿ ಕೊರತೆಯಿಂದ ಹಲವರು ಅರ್ಜಿ ಸಲ್ಲಿಸಲು ಹಿಂದೇಟು ಹಾಕುತ್ತಿದ್ದು, ಗ್ರಾಮ ಮಟ್ಟದಲ್ಲಿ ಜಾಗೃತಿ ಮೂಡಿಸುವ ಕಾರ್ಯ ನಡೆಯುತ್ತಿದೆ. ನಿಗದಿತ ಅವಧಿಯ ಒಳಗೆ ಅರ್ಜಿ ಸಲ್ಲಿಸಿದರೆ ಸರ್ವೆ ಕಾರ್ಯ ಶೀಘ್ರವಾಗಿ ಮುಗಿಯಲಿದೆ ಎಂದು ಅಧಿಕಾರಿಗಳು ತಿಳಿಸಿದ್ದಾರೆ. 30 ದಿನಗಳ ಒಳಗೆ ಆಕ್ಷೇಪಣೆ ಸಲ್ಲಿಸಲು ಅವಕಾಶ ನೀಡಲಾಗಿದೆ.: [1020, 2269, 1531, 2340]
color-strip: [46, 2156, 1531, 2163]
hall-sidebar-box: ನೂರರ ಸಂಭ್ರಮ ಶಾಲೆಯ ನೂರರ ಸಂಭ್ರಮದ ಅಂಗವಾಗಿ ಹಿರಿಯ ವಿದ್ಯಾರ್ಥಿಗಳು, ದಾನಿಗಳು ಹಾಗೂ ಧರ್ಮಸ್ಥಳ ಯೋಜನೆಯ ಸಹಯೋಗದಲ್ಲಿ ಸುಮಾರು 16 ಲಕ್ಷ ರೂ.ವೆಚ್ಚದಲ್ಲಿ ಸಭಾಂಗಣ ನಿರ್ಮಾಣಗೊಂಡಿದೆ. 2025 ಡಿಸೆಂಬರ್‌ನಲ್ಲಿ ಶತಮಾನೋತ್ಸವ ಸಮಾರೋಪ ನಡೆಯಲಿದೆ. 1925 ರಲ್ಲಿ ಬಿ.ರಂಗರಾವ್ ನಿಟ್ಟೂರು ಅವರ ಶಿಕ್ಷಕರಾಗಿ ಕಾರ್ಯ ನಿರ್ವಹಿಸಿದರು. 1938ರಲ್ಲಿ 5ನೇ ತರಗತಿ, 1972ರಲ್ಲಿ 6 ಮತ್ತು 7ನೇ ತರಗತಿ ಆರಂಭವಾಯಿತು. 2000ರಲ್ಲಿ 8ನೇ ತರಗತಿ ಆರಂಭಗೊಂಡಿತು. ಶಾಲೆಯು 100 ವರ್ಷಗಳ ಇತಿಹಾಸದಲ್ಲಿ ಅನೇಕ ಸಾಧಕರನ್ನು ನಾಡಿಗೆ ನೀಡಿದೆ. ಗ್ರಾಮೀಣ ಪ್ರದೇಶದ ಮಕ್ಕಳಿಗೆ ಶಿಕ್ಷಣದ ಬೆಳಕು ನೀಡುತ್ತಿದೆ.: [1340, 829, 1531, 1026]
contact-bar: website hosadigantha.com | E-paper epaper.hosadigantha.com | Email diganthamlr@gmail.com | Twitter HosadiganthaWeb: [155, 158, 921, 173]
promo-line: Google Lens ನಲ್ಲಿ: [1204, 83, 1310, 97]
